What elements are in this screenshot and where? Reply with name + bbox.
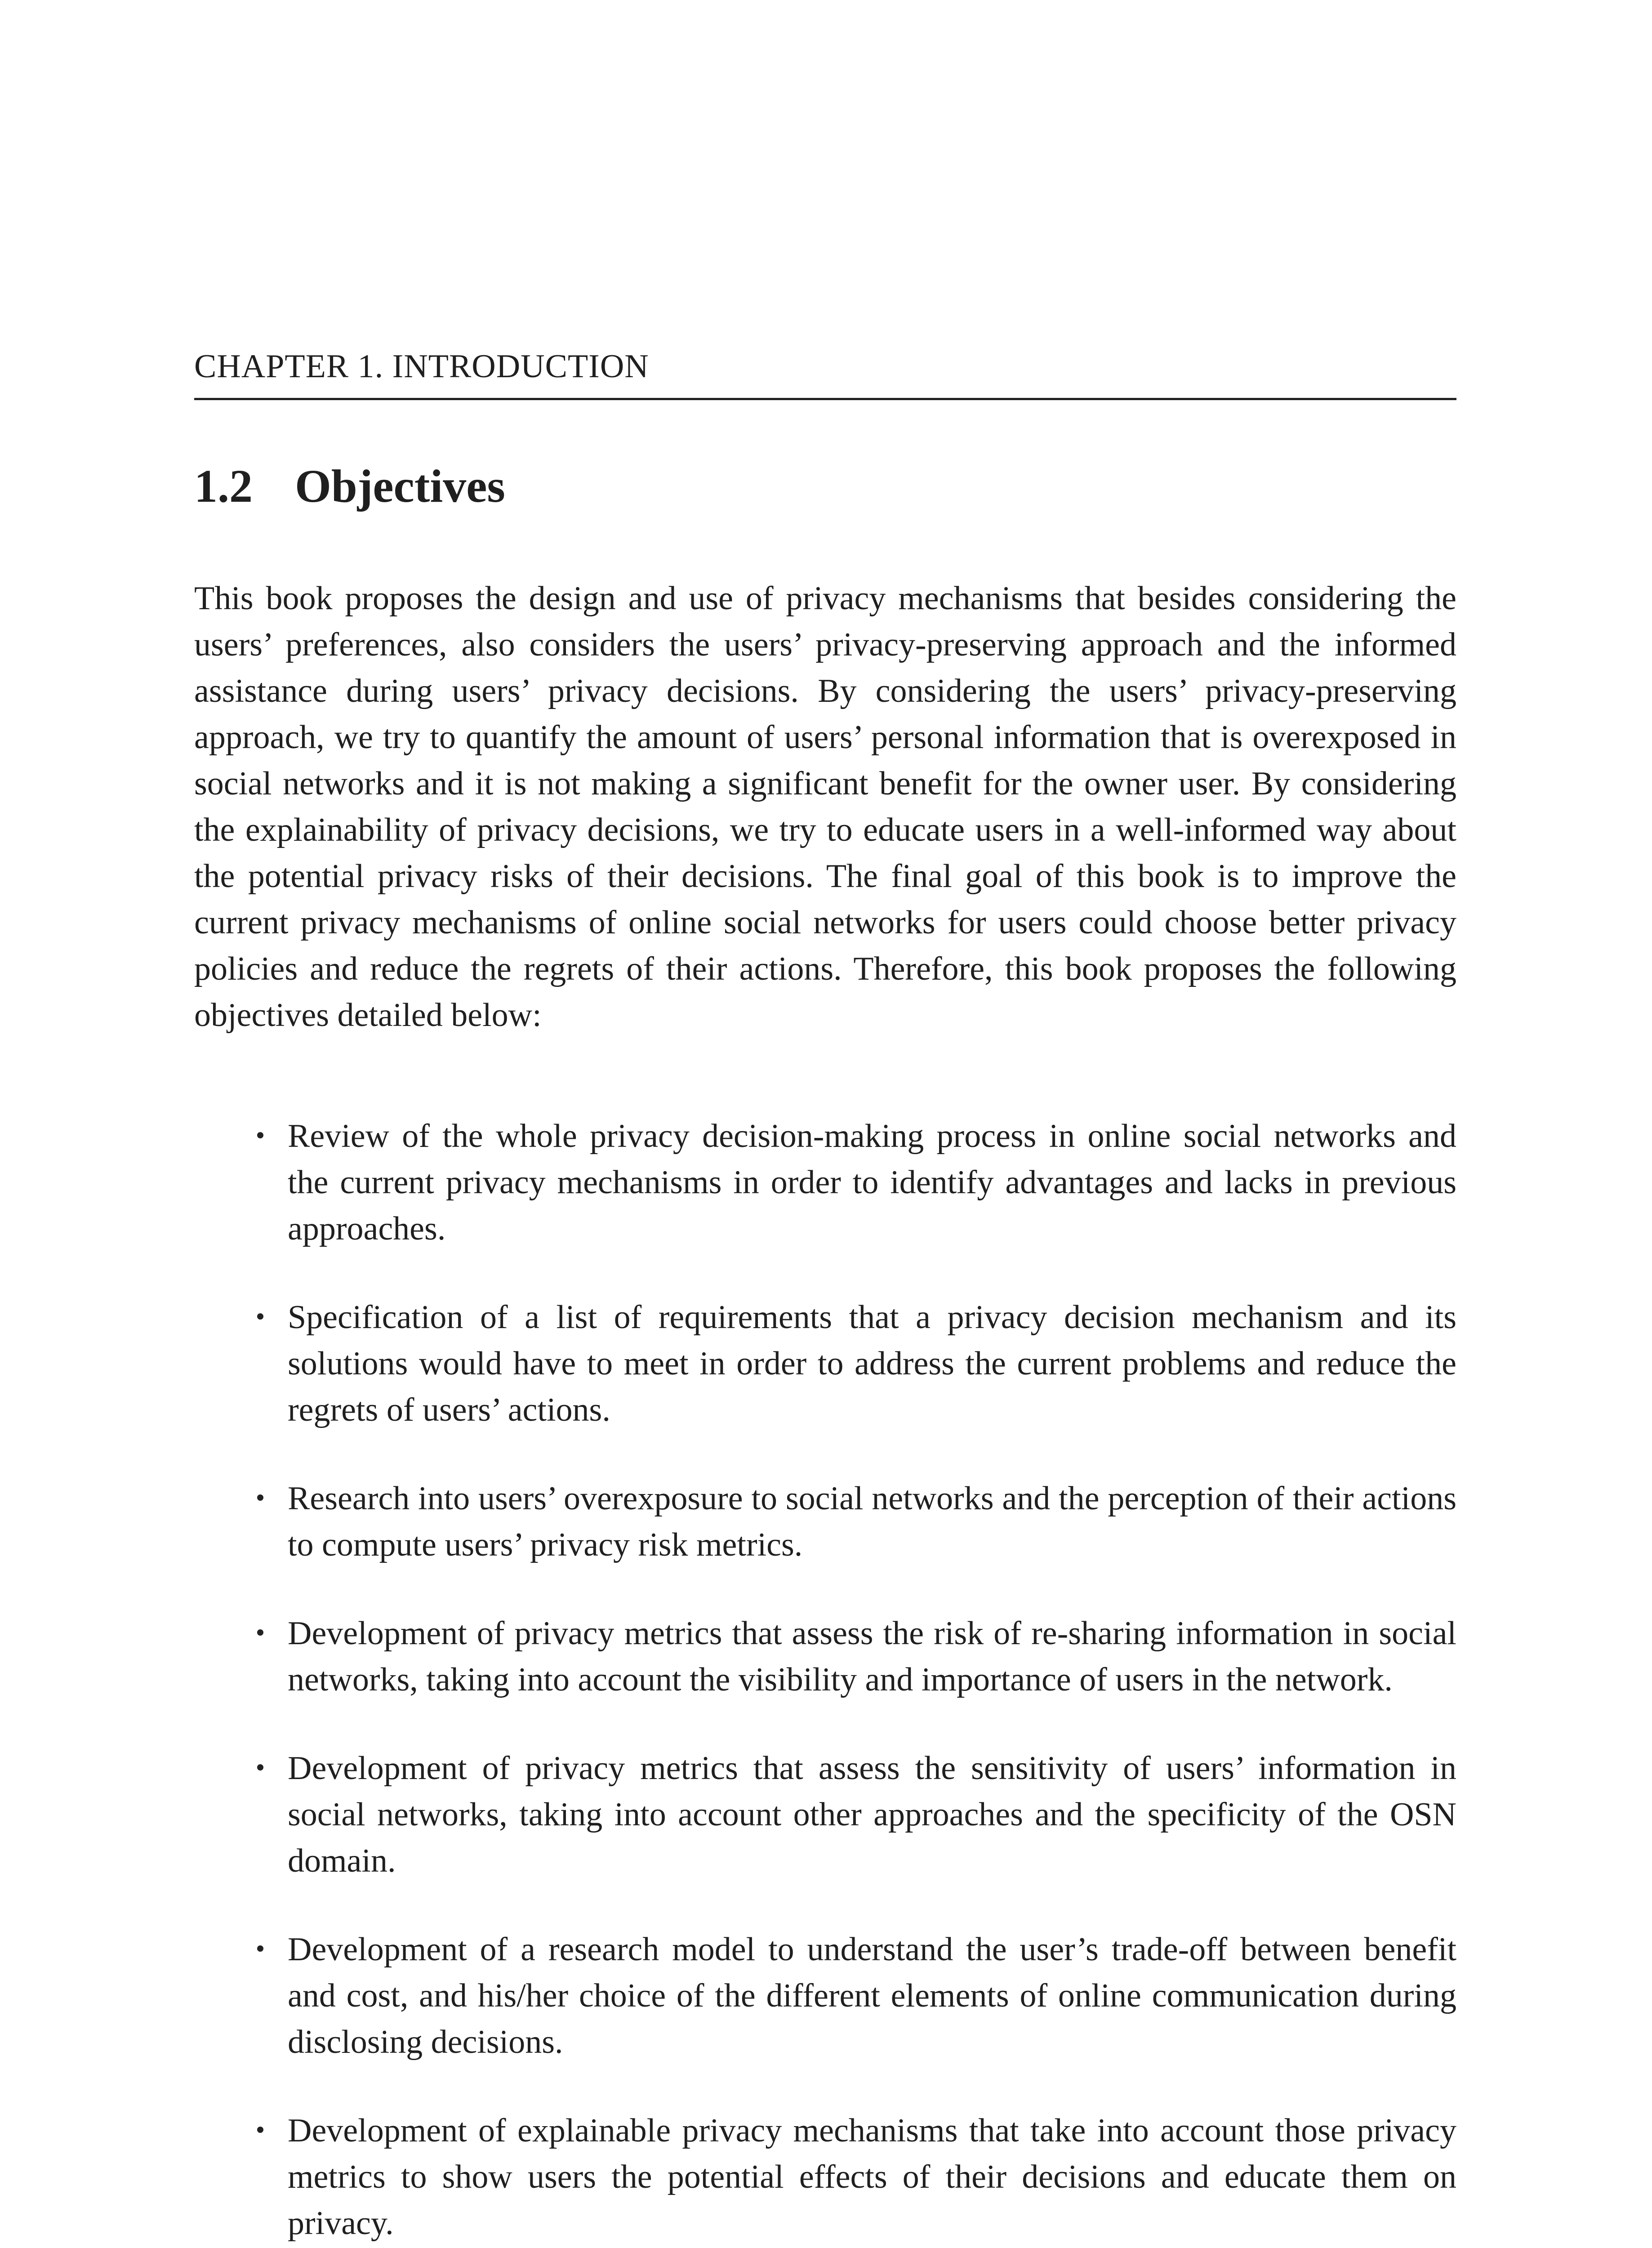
section-title: Objectives [295, 460, 505, 512]
objective-text: Development of explainable privacy mechanisms that take into account those privacy metrics to show users the potential effects of their decisions and educate them on privacy. [288, 2112, 1456, 2242]
objective-text: Research into users’ overexposure to social networks and the perception of their actions to compute users’ privacy risk metrics. [288, 1480, 1456, 1563]
bullet-icon [257, 1132, 263, 1138]
bullet-icon [257, 1764, 263, 1771]
bullet-icon [257, 1313, 263, 1320]
list-item [194, 1610, 1456, 1703]
objective-text: Development of privacy metrics that assess the risk of re-sharing information in social networks, taking into account the visibility and importance of users in the network. [288, 1615, 1456, 1698]
section-number: 1.2 [194, 460, 253, 512]
bullet-icon [257, 1945, 263, 1952]
section-heading [194, 460, 505, 512]
list-item [194, 1294, 1456, 1433]
objective-text: Development of a research model to understand the user’s trade-off between benefit and cost, and his/her choice of the different elements of online communication during disclosing decisions. [288, 1931, 1456, 2061]
list-item [194, 1745, 1456, 1884]
objectives-list [194, 1113, 1456, 2248]
bullet-icon [257, 2127, 263, 2133]
bullet-icon [257, 1629, 263, 1636]
header-rule [194, 398, 1456, 400]
running-header: CHAPTER 1. INTRODUCTION [194, 348, 649, 385]
intro-paragraph: This book proposes the design and use of privacy mechanisms that besides considering the users’ preferences, also considers the users’ privacy-preserving approach and the informed assistance during users’ privacy decisions. By considering the users’ privacy-preserving approach, we try to quantify the amount of users’ personal information that is overexposed in social networks and it is not making a significant benefit for the owner user. By considering the explainability of privacy decisions, we try to educate users in a well-informed way about the potential privacy risks of their decisions. The final goal of this book is to improve the current privacy mechanisms of online social networks for users could choose better privacy policies and reduce the regrets of their actions. Therefore, this book proposes the following objectives detailed below: [194, 580, 1456, 1034]
objective-text: Review of the whole privacy decision-making process in online social networks and the current privacy mechanisms in order to identify advantages and lacks in previous approaches. [288, 1118, 1456, 1247]
list-item [194, 2108, 1456, 2247]
objective-text: Development of privacy metrics that assess the sensitivity of users’ information in social networks, taking into account other approaches and the specificity of the OSN domain. [288, 1750, 1456, 1879]
list-item [194, 1927, 1456, 2065]
bullet-icon [257, 1494, 263, 1501]
objective-text: Specification of a list of requirements that a privacy decision mechanism and its solutions would have to meet in order to address the current problems and reduce the regrets of users’ actions. [288, 1299, 1456, 1428]
list-item [194, 1113, 1456, 1252]
list-item [194, 1476, 1456, 1568]
